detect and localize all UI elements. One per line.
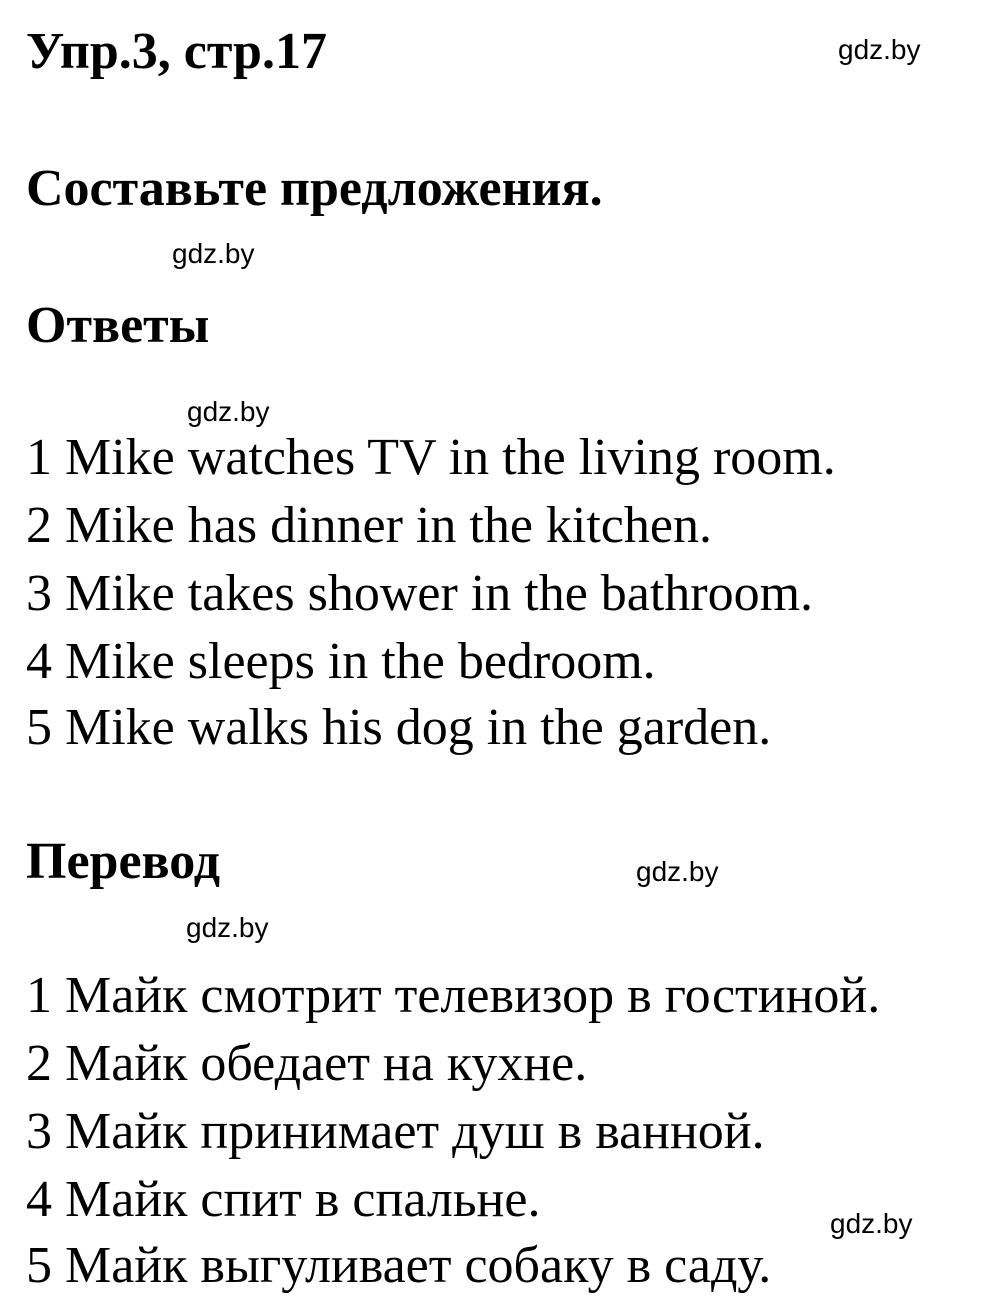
translation-line: 5 Майк выгуливает собаку в саду. (26, 1237, 772, 1294)
watermark: gdz.by (186, 912, 269, 943)
page-title: Упр.3, стр.17 (26, 23, 327, 80)
watermark: gdz.by (187, 396, 270, 427)
answer-line: 2 Mike has dinner in the kitchen. (26, 497, 712, 554)
answer-line: 4 Mike sleeps in the bedroom. (26, 633, 656, 690)
watermark: gdz.by (172, 238, 255, 269)
watermark: gdz.by (838, 34, 921, 65)
answer-line: 3 Mike takes shower in the bathroom. (26, 565, 814, 622)
answers-heading: Ответы (26, 297, 210, 354)
watermark: gdz.by (830, 1208, 913, 1239)
translation-heading: Перевод (26, 833, 221, 890)
translation-line: 2 Майк обедает на кухне. (26, 1035, 588, 1092)
translation-line: 4 Майк спит в спальне. (26, 1171, 541, 1228)
task-instruction: Составьте предложения. (26, 160, 603, 217)
answer-line: 5 Mike walks his dog in the garden. (26, 699, 772, 756)
translation-line: 3 Майк принимает душ в ванной. (26, 1103, 765, 1160)
answer-line: 1 Mike watches TV in the living room. (26, 429, 836, 486)
translation-line: 1 Майк смотрит телевизор в гостиной. (26, 967, 881, 1024)
watermark: gdz.by (636, 856, 719, 887)
